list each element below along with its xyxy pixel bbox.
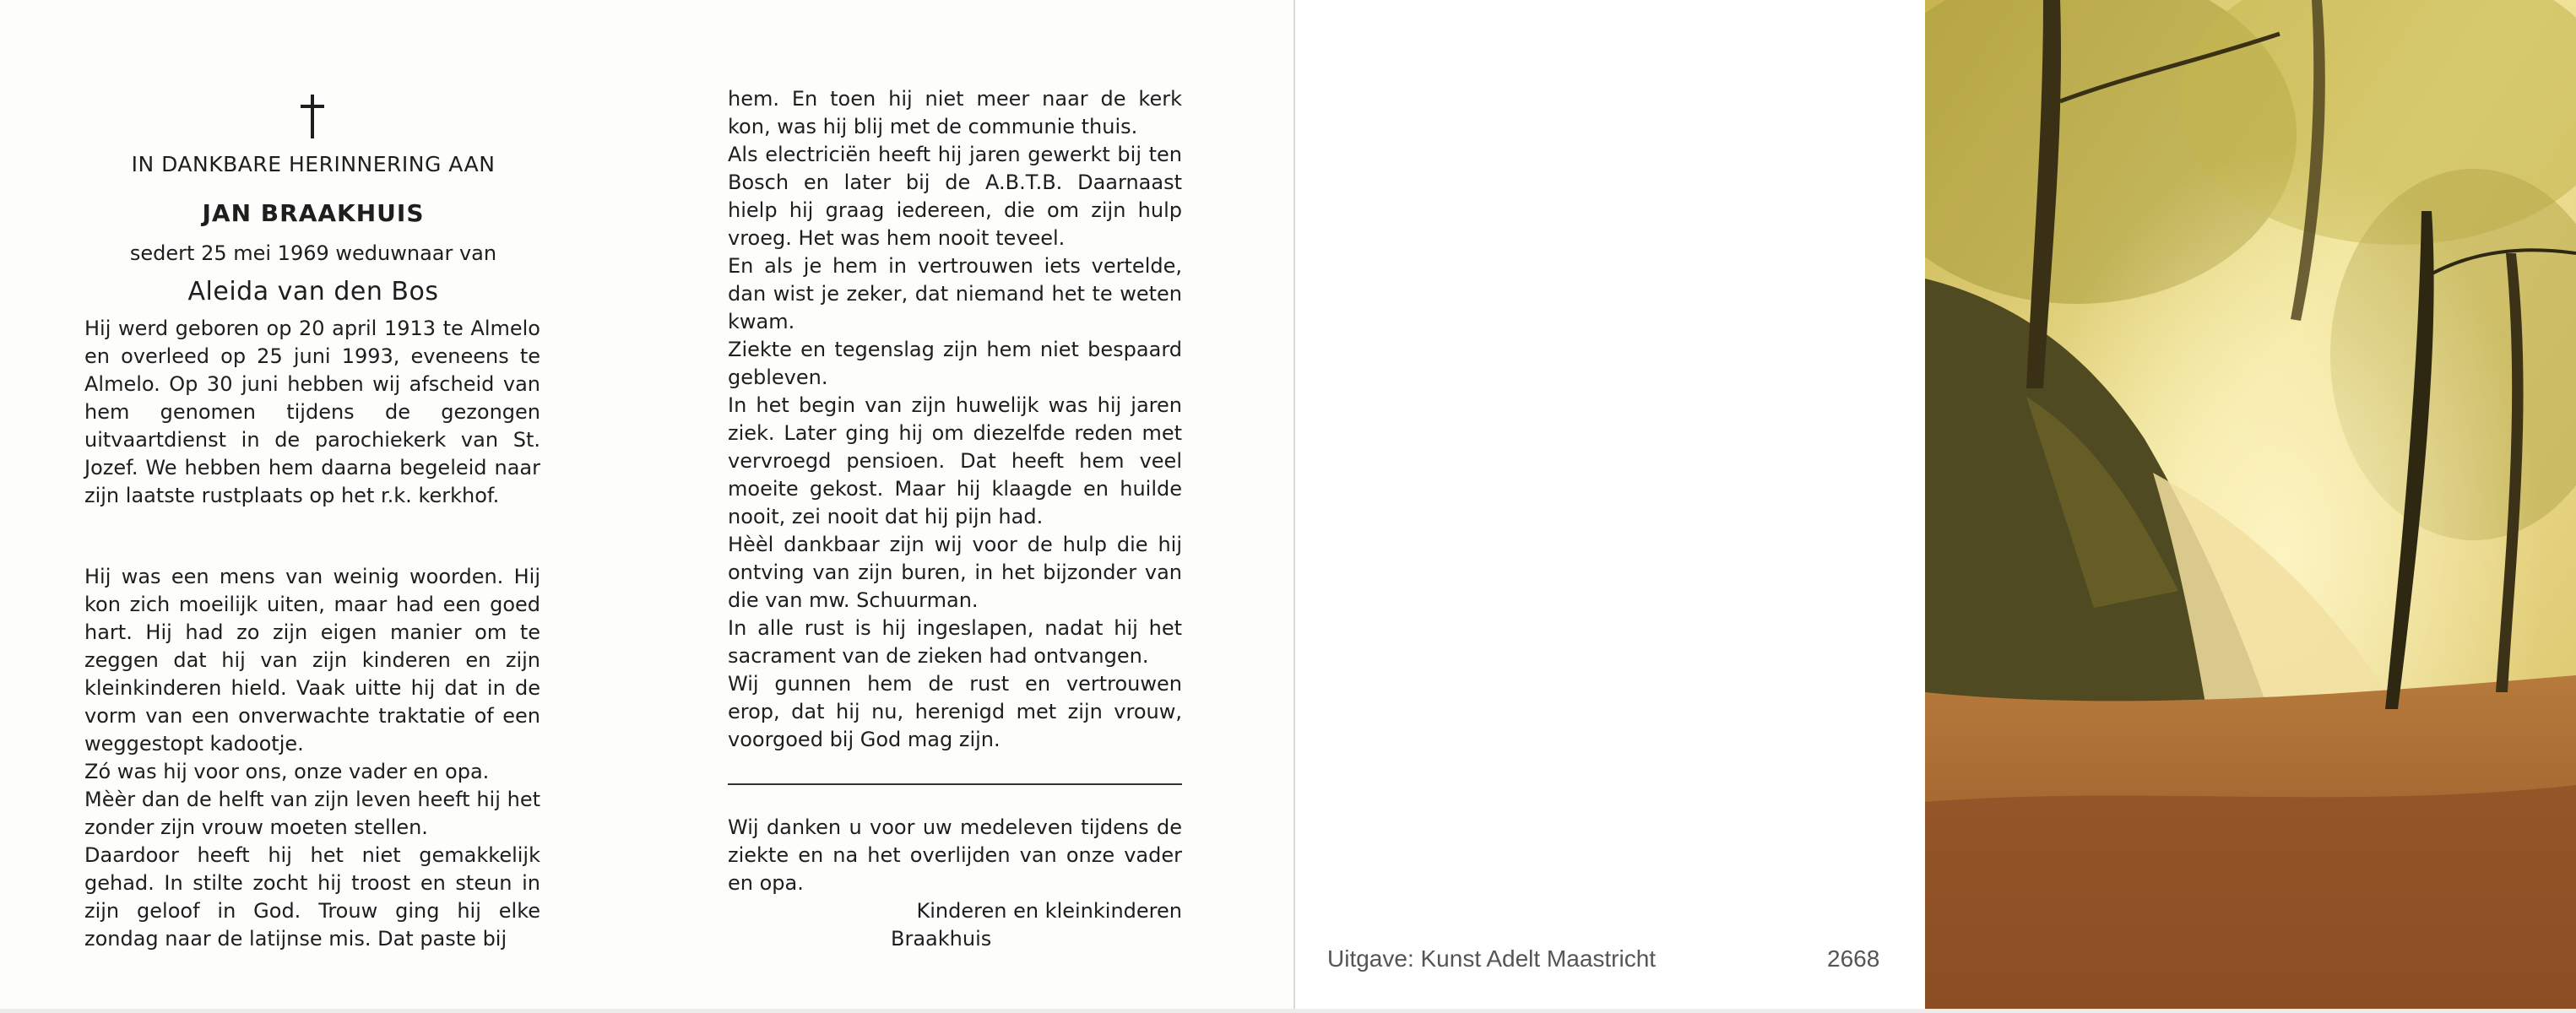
signature-line-2: Braakhuis bbox=[891, 927, 992, 951]
paragraph-communion: hem. En toen hij niet meer naar de kerk kon, was hij blij met de communie thuis. bbox=[728, 87, 1182, 138]
forest-path-image bbox=[1925, 0, 2576, 1009]
paragraph-faith: Daardoor heeft hij het niet gemakkelijk gehad. In stilte zocht hij troost en steun in zijn geloof in God. Trouw ging hij elke zondag naar de latijnse mis. Dat paste bij bbox=[84, 843, 540, 951]
widower-line: sedert 25 mei 1969 weduwnaar van bbox=[129, 241, 497, 265]
deceased-name: JAN BRAAKHUIS bbox=[202, 199, 425, 227]
publisher-text: Uitgave: Kunst Adelt Maastricht bbox=[1327, 945, 1657, 972]
divider-line bbox=[728, 783, 1182, 785]
cross-icon bbox=[287, 91, 338, 142]
paragraph-neighbours: Hèèl dankbaar zijn wij voor de hulp die hij ontving van zijn buren, in het bijzonder van die van mw. Schuurman. bbox=[728, 533, 1182, 612]
paragraph-illness: Ziekte en tegenslag zijn hem niet bespaard gebleven. bbox=[728, 338, 1182, 389]
signature-line-1: Kinderen en kleinkinderen bbox=[916, 899, 1182, 923]
dedication-heading: IN DANKBARE HERINNERING AAN bbox=[131, 152, 496, 176]
paragraph-biography: Hij werd geboren op 20 april 1913 te Almelo en overleed op 25 juni 1993, eveneens te Almelo. Op 30 juni hebben wij afscheid van hem genomen tijdens de gezongen uitvaartdienst in de parochiekerk van St. Jozef. We hebben hem daarna begeleid naar zijn laatste rustplaats op het r.k. kerkhof. bbox=[84, 317, 540, 507]
paragraph-marriage: In het begin van zijn huwelijk was hij jaren ziek. Later ging hij om diezelfde reden met vervroegd pensioen. Dat heeft hem veel moeite gekost. Maar hij klaagde en huilde nooit, zei nooit dat hij pijn had. bbox=[728, 393, 1182, 528]
paragraph-trust: En als je hem in vertrouwen iets vertelde, dan wist je zeker, dat niemand het te weten kwam. bbox=[728, 254, 1182, 333]
thanks-text: Wij danken u voor uw medeleven tijdens de ziekte en na het overlijden van onze vader en opa. bbox=[728, 815, 1182, 895]
paragraph-sacrament: In alle rust is hij ingeslapen, nadat hij het sacrament van de zieken had ontvangen. bbox=[728, 616, 1182, 668]
card-code: 2668 bbox=[1827, 945, 1880, 972]
paragraph-half-life: Mèèr dan de helft van zijn leven heeft hij het zonder zijn vrouw moeten stellen. bbox=[84, 788, 540, 839]
paragraph-father: Zó was hij voor ons, onze vader en opa. bbox=[84, 760, 490, 783]
front-photo-panel bbox=[1925, 0, 2576, 1009]
paragraph-rest: Wij gunnen hem de rust en vertrouwen erop, dat hij nu, herenigd met zijn vrouw, voorgoed bij God mag zijn. bbox=[728, 672, 1182, 751]
paragraph-character: Hij was een mens van weinig woorden. Hij kon zich moeilijk uiten, maar had een goed hart. Hij had zo zijn eigen manier om te zeggen dat hij van zijn kinderen en zijn kleinkinderen hield. Vaak uitte hij dat in de vorm van een onverwachte traktatie of een weggestopt kadootje. bbox=[84, 565, 540, 756]
paragraph-electrician: Als electriciën heeft hij jaren gewerkt bij ten Bosch en later bij de A.B.T.B. Daarnaast hielp hij graag iedereen, die om zijn hulp vroeg. Het was hem nooit teveel. bbox=[728, 143, 1182, 250]
back-panel bbox=[1295, 0, 1925, 1009]
wife-name: Aleida van den Bos bbox=[187, 277, 439, 306]
